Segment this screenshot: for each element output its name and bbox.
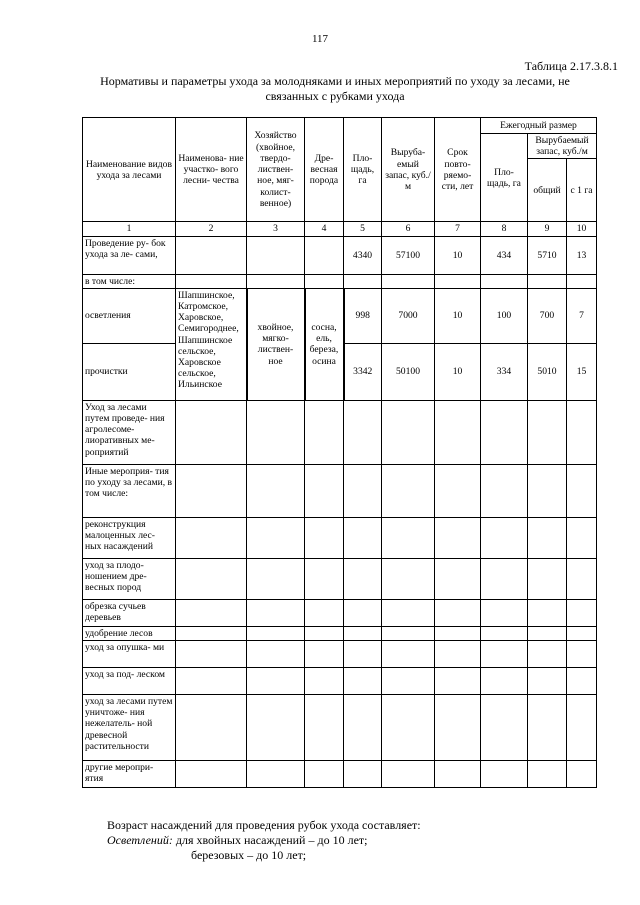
table-row	[83, 599, 597, 626]
col-number: 6	[382, 222, 435, 236]
col-number: 10	[567, 222, 597, 236]
header-per-ha: с 1 га	[567, 159, 597, 222]
header-area: Пло- щадь, га	[344, 118, 382, 222]
cell-area: 3342	[344, 343, 382, 400]
footer-line-3: березовых – до 10 лет;	[191, 848, 307, 862]
table-row	[83, 274, 597, 288]
cell-period: 10	[435, 236, 481, 274]
table-row	[83, 695, 597, 761]
footer-label: Осветлений:	[107, 833, 173, 847]
cell-area: 4340	[344, 236, 382, 274]
row-lighting-name: осветления	[83, 288, 176, 343]
header-cut-stock: Вырубаемый запас, куб./м	[528, 134, 597, 159]
cell-farm: хвойное, мягко- листвен- ное	[247, 288, 305, 400]
row-other-events-name: другие меропри- ятия	[83, 761, 176, 788]
header-annual-area: Пло- щадь, га	[481, 134, 528, 222]
table-row	[83, 288, 597, 343]
footer-text	[107, 818, 421, 863]
cell-stock: 7000	[382, 288, 435, 343]
row-pruning-name: обрезка сучьев деревьев	[83, 599, 176, 626]
table-row	[83, 626, 597, 640]
cell-stock: 50100	[382, 343, 435, 400]
cell-annual-total: 5010	[528, 343, 567, 400]
header-row	[83, 118, 597, 134]
norms-table	[82, 117, 597, 788]
row-reconstruction-name: реконструкция малоценных лес- ных насаждений	[83, 517, 176, 558]
table-row	[83, 641, 597, 668]
column-numbers-row	[83, 222, 597, 236]
header-farm: Хозяйство (хвойное, твердо- листвен- ное, мяг- колист- венное)	[247, 118, 305, 222]
col-number: 7	[435, 222, 481, 236]
row-other-name: Иные мероприя- тия по уходу за лесами, в том числе:	[83, 464, 176, 517]
col-number: 1	[83, 222, 176, 236]
header-forestry: Наименова- ние участко- вого лесни- чества	[176, 118, 247, 222]
table-id: Таблица 2.17.3.8.1	[524, 59, 618, 73]
table-caption: Нормативы и параметры ухода за молодняками и иных мероприятий по уходу за лесами, не связанных с рубками ухода	[100, 74, 570, 103]
cell-annual-area: 100	[481, 288, 528, 343]
table-row	[83, 668, 597, 695]
header-type: Наименование видов ухода за лесами	[83, 118, 176, 222]
footer-line-1: Возраст насаждений для проведения рубок ухода составляет:	[107, 818, 421, 832]
row-undergrowth-name: уход за под- леском	[83, 668, 176, 695]
page-number: 117	[311, 33, 329, 45]
table-row	[83, 558, 597, 599]
footer-line-2	[107, 833, 421, 848]
cell-annual-per-ha: 13	[567, 236, 597, 274]
table-row	[83, 517, 597, 558]
cell-annual-total: 700	[528, 288, 567, 343]
col-number: 9	[528, 222, 567, 236]
col-number: 3	[247, 222, 305, 236]
row-edges-name: уход за опушка- ми	[83, 641, 176, 668]
row-including-label: в том числе:	[83, 274, 176, 288]
header-stock: Вырубa- емый запас, куб./м	[382, 118, 435, 222]
header-species: Дре- весная порода	[305, 118, 344, 222]
cell-annual-area: 434	[481, 236, 528, 274]
col-number: 4	[305, 222, 344, 236]
header-period: Срок повто- ряемо- сти, лет	[435, 118, 481, 222]
cell-annual-area: 334	[481, 343, 528, 400]
cell-annual-total: 5710	[528, 236, 567, 274]
row-thinning-name: Проведение ру- бок ухода за ле- сами,	[83, 236, 176, 274]
col-number: 5	[344, 222, 382, 236]
row-fertilizing-name: удобрение лесов	[83, 626, 176, 640]
table-row	[83, 761, 597, 788]
row-agro-name: Уход за лесами путем проведе- ния агролесоме- лиоративных ме- роприятий	[83, 400, 176, 464]
row-cleaning-name: прочистки	[83, 343, 176, 400]
table-row	[83, 400, 597, 464]
row-removal-name: уход за лесами путем уничтоже- ния нежелатель- ной древесной растительности	[83, 695, 176, 761]
header-total: общий	[528, 159, 567, 222]
cell-annual-per-ha: 7	[567, 288, 597, 343]
cell-area: 998	[344, 288, 382, 343]
table-row	[83, 464, 597, 517]
cell-period: 10	[435, 343, 481, 400]
cell-annual-per-ha: 15	[567, 343, 597, 400]
header-annual: Ежегодный размер	[481, 118, 597, 134]
cell-period: 10	[435, 288, 481, 343]
cell-stock: 57100	[382, 236, 435, 274]
cell-forestries: Шапшинское, Катромское, Харовское, Семигороднее, Шапшинское сельское, Харовское сельское, Ильинское	[176, 288, 247, 400]
col-number: 2	[176, 222, 247, 236]
footer-line-2-text: для хвойных насаждений – до 10 лет;	[172, 833, 368, 847]
cell-species: сосна, ель, береза, осина	[305, 288, 344, 400]
row-fruit-name: уход за плодо- ношением дре- весных пород	[83, 558, 176, 599]
col-number: 8	[481, 222, 528, 236]
table-row	[83, 236, 597, 274]
